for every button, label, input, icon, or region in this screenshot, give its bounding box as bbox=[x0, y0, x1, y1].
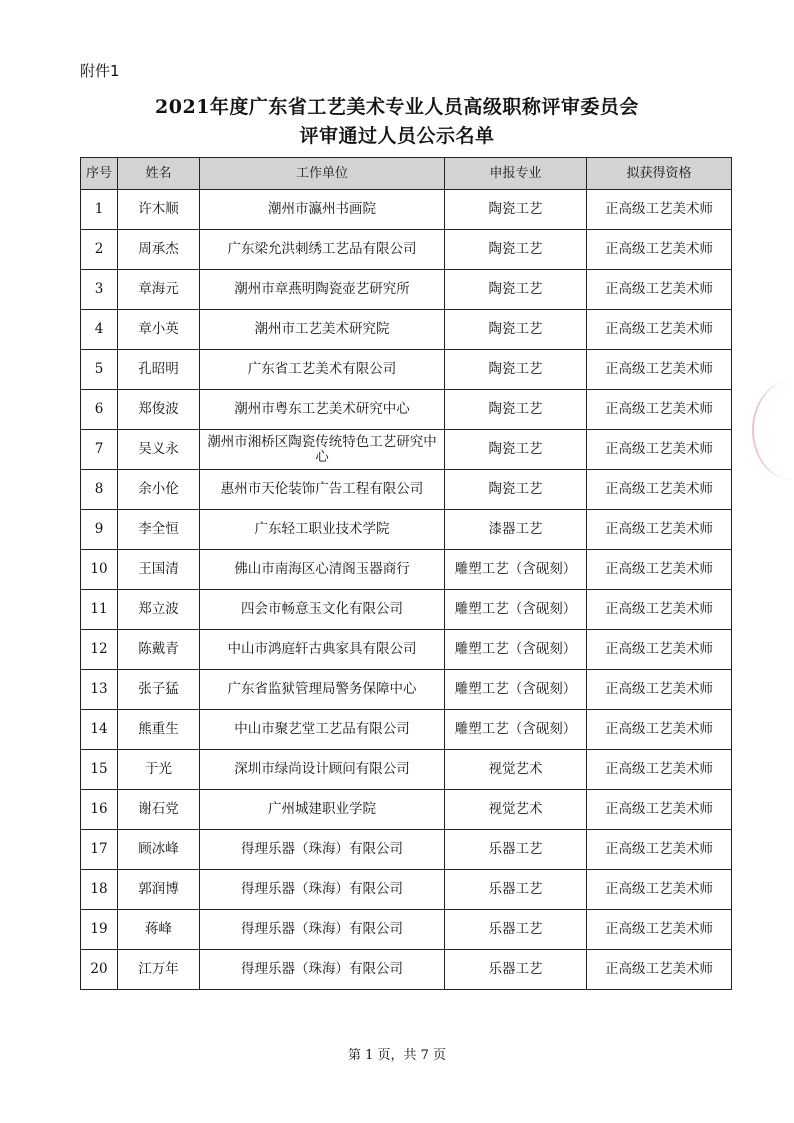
cell-name: 李全恒 bbox=[118, 510, 200, 550]
cell-qualification: 正高级工艺美术师 bbox=[587, 190, 732, 230]
cell-specialty: 雕塑工艺（含砚刻） bbox=[445, 710, 587, 750]
cell-name: 章小英 bbox=[118, 310, 200, 350]
cell-specialty: 雕塑工艺（含砚刻） bbox=[445, 630, 587, 670]
table-row bbox=[81, 550, 732, 590]
cell-specialty: 陶瓷工艺 bbox=[445, 390, 587, 430]
cell-employer: 潮州市章燕明陶瓷壶艺研究所 bbox=[200, 270, 445, 310]
cell-employer: 广东轻工职业技术学院 bbox=[200, 510, 445, 550]
cell-name: 于光 bbox=[118, 750, 200, 790]
cell-qualification: 正高级工艺美术师 bbox=[587, 310, 732, 350]
header-index: 序号 bbox=[81, 158, 118, 190]
cell-name: 孔昭明 bbox=[118, 350, 200, 390]
table-row bbox=[81, 670, 732, 710]
cell-index: 11 bbox=[81, 590, 118, 630]
cell-index: 4 bbox=[81, 310, 118, 350]
cell-name: 郑立波 bbox=[118, 590, 200, 630]
cell-qualification: 正高级工艺美术师 bbox=[587, 230, 732, 270]
cell-employer: 广州城建职业学院 bbox=[200, 790, 445, 830]
cell-specialty: 雕塑工艺（含砚刻） bbox=[445, 590, 587, 630]
seal-stamp bbox=[752, 380, 794, 480]
cell-employer: 广东梁允洪刺绣工艺品有限公司 bbox=[200, 230, 445, 270]
cell-employer: 潮州市湘桥区陶瓷传统特色工艺研究中心 bbox=[200, 430, 445, 470]
cell-specialty: 乐器工艺 bbox=[445, 830, 587, 870]
cell-index: 3 bbox=[81, 270, 118, 310]
cell-employer: 佛山市南海区心清阁玉器商行 bbox=[200, 550, 445, 590]
cell-specialty: 陶瓷工艺 bbox=[445, 350, 587, 390]
table-row bbox=[81, 790, 732, 830]
cell-specialty: 陶瓷工艺 bbox=[445, 190, 587, 230]
cell-qualification: 正高级工艺美术师 bbox=[587, 710, 732, 750]
table-row bbox=[81, 750, 732, 790]
cell-index: 2 bbox=[81, 230, 118, 270]
cell-specialty: 视觉艺术 bbox=[445, 750, 587, 790]
cell-specialty: 陶瓷工艺 bbox=[445, 270, 587, 310]
cell-name: 江万年 bbox=[118, 950, 200, 990]
cell-qualification: 正高级工艺美术师 bbox=[587, 510, 732, 550]
header-employer: 工作单位 bbox=[200, 158, 445, 190]
cell-name: 熊重生 bbox=[118, 710, 200, 750]
cell-name: 郑俊波 bbox=[118, 390, 200, 430]
header-name: 姓名 bbox=[118, 158, 200, 190]
cell-qualification: 正高级工艺美术师 bbox=[587, 270, 732, 310]
cell-employer: 潮州市粤东工艺美术研究中心 bbox=[200, 390, 445, 430]
cell-name: 陈戴青 bbox=[118, 630, 200, 670]
cell-employer: 得理乐器（珠海）有限公司 bbox=[200, 910, 445, 950]
cell-name: 吴义永 bbox=[118, 430, 200, 470]
cell-qualification: 正高级工艺美术师 bbox=[587, 390, 732, 430]
cell-index: 17 bbox=[81, 830, 118, 870]
page-footer: 第 1 页，共 7 页 bbox=[347, 1048, 447, 1063]
cell-employer: 广东省监狱管理局警务保障中心 bbox=[200, 670, 445, 710]
table-row bbox=[81, 470, 732, 510]
cell-qualification: 正高级工艺美术师 bbox=[587, 790, 732, 830]
cell-name: 郭润博 bbox=[118, 870, 200, 910]
cell-qualification: 正高级工艺美术师 bbox=[587, 910, 732, 950]
cell-qualification: 正高级工艺美术师 bbox=[587, 590, 732, 630]
cell-index: 20 bbox=[81, 950, 118, 990]
table-row bbox=[81, 910, 732, 950]
table-header-row bbox=[81, 158, 732, 190]
table-row bbox=[81, 390, 732, 430]
cell-qualification: 正高级工艺美术师 bbox=[587, 870, 732, 910]
cell-employer: 惠州市天伦装饰广告工程有限公司 bbox=[200, 470, 445, 510]
table-row bbox=[81, 270, 732, 310]
table-row bbox=[81, 590, 732, 630]
cell-specialty: 视觉艺术 bbox=[445, 790, 587, 830]
table-row bbox=[81, 870, 732, 910]
cell-qualification: 正高级工艺美术师 bbox=[587, 830, 732, 870]
cell-specialty: 乐器工艺 bbox=[445, 950, 587, 990]
table-row bbox=[81, 350, 732, 390]
cell-name: 顾冰峰 bbox=[118, 830, 200, 870]
table-row bbox=[81, 190, 732, 230]
cell-qualification: 正高级工艺美术师 bbox=[587, 630, 732, 670]
cell-specialty: 雕塑工艺（含砚刻） bbox=[445, 550, 587, 590]
cell-index: 18 bbox=[81, 870, 118, 910]
cell-name: 许木顺 bbox=[118, 190, 200, 230]
table-row bbox=[81, 630, 732, 670]
cell-qualification: 正高级工艺美术师 bbox=[587, 670, 732, 710]
table-row bbox=[81, 230, 732, 270]
cell-specialty: 漆器工艺 bbox=[445, 510, 587, 550]
cell-specialty: 陶瓷工艺 bbox=[445, 230, 587, 270]
table-body bbox=[81, 190, 732, 990]
cell-name: 章海元 bbox=[118, 270, 200, 310]
cell-employer: 中山市鸿庭轩古典家具有限公司 bbox=[200, 630, 445, 670]
cell-specialty: 乐器工艺 bbox=[445, 870, 587, 910]
cell-employer: 得理乐器（珠海）有限公司 bbox=[200, 870, 445, 910]
cell-index: 1 bbox=[81, 190, 118, 230]
cell-specialty: 陶瓷工艺 bbox=[445, 310, 587, 350]
cell-qualification: 正高级工艺美术师 bbox=[587, 470, 732, 510]
table-row bbox=[81, 950, 732, 990]
cell-qualification: 正高级工艺美术师 bbox=[587, 350, 732, 390]
cell-employer: 得理乐器（珠海）有限公司 bbox=[200, 830, 445, 870]
cell-qualification: 正高级工艺美术师 bbox=[587, 430, 732, 470]
cell-name: 蒋峰 bbox=[118, 910, 200, 950]
cell-index: 19 bbox=[81, 910, 118, 950]
cell-specialty: 陶瓷工艺 bbox=[445, 470, 587, 510]
cell-employer: 四会市畅意玉文化有限公司 bbox=[200, 590, 445, 630]
cell-index: 13 bbox=[81, 670, 118, 710]
cell-index: 6 bbox=[81, 390, 118, 430]
cell-index: 16 bbox=[81, 790, 118, 830]
cell-index: 8 bbox=[81, 470, 118, 510]
table-row bbox=[81, 430, 732, 470]
document-title: 2021年度广东省工艺美术专业人员高级职称评审委员会 bbox=[155, 96, 639, 118]
table-row bbox=[81, 710, 732, 750]
table-row bbox=[81, 310, 732, 350]
attachment-label: 附件1 bbox=[80, 62, 120, 80]
cell-index: 12 bbox=[81, 630, 118, 670]
cell-qualification: 正高级工艺美术师 bbox=[587, 950, 732, 990]
cell-index: 9 bbox=[81, 510, 118, 550]
cell-name: 谢石党 bbox=[118, 790, 200, 830]
cell-employer: 潮州市瀛州书画院 bbox=[200, 190, 445, 230]
header-specialty: 申报专业 bbox=[445, 158, 587, 190]
cell-specialty: 陶瓷工艺 bbox=[445, 430, 587, 470]
cell-employer: 潮州市工艺美术研究院 bbox=[200, 310, 445, 350]
table-row bbox=[81, 510, 732, 550]
cell-index: 7 bbox=[81, 430, 118, 470]
cell-name: 周承杰 bbox=[118, 230, 200, 270]
table-row bbox=[81, 830, 732, 870]
cell-specialty: 雕塑工艺（含砚刻） bbox=[445, 670, 587, 710]
cell-employer: 深圳市绿尚设计顾问有限公司 bbox=[200, 750, 445, 790]
cell-index: 14 bbox=[81, 710, 118, 750]
document-subtitle: 评审通过人员公示名单 bbox=[299, 125, 495, 147]
cell-employer: 广东省工艺美术有限公司 bbox=[200, 350, 445, 390]
cell-index: 5 bbox=[81, 350, 118, 390]
cell-qualification: 正高级工艺美术师 bbox=[587, 550, 732, 590]
cell-index: 15 bbox=[81, 750, 118, 790]
cell-specialty: 乐器工艺 bbox=[445, 910, 587, 950]
cell-name: 余小伦 bbox=[118, 470, 200, 510]
cell-qualification: 正高级工艺美术师 bbox=[587, 750, 732, 790]
header-qualification: 拟获得资格 bbox=[587, 158, 732, 190]
cell-name: 王国清 bbox=[118, 550, 200, 590]
cell-index: 10 bbox=[81, 550, 118, 590]
cell-employer: 得理乐器（珠海）有限公司 bbox=[200, 950, 445, 990]
cell-employer: 中山市聚艺堂工艺品有限公司 bbox=[200, 710, 445, 750]
publicity-list-table bbox=[80, 157, 732, 990]
cell-name: 张子猛 bbox=[118, 670, 200, 710]
